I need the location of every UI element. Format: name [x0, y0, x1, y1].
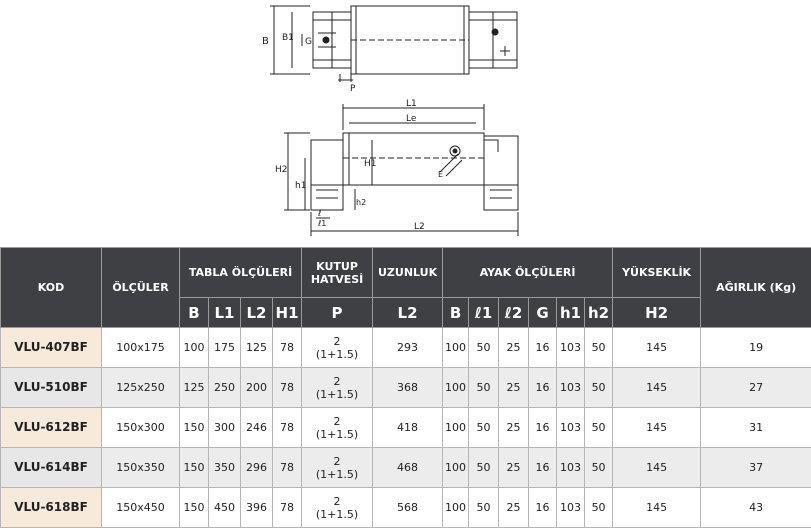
cell-L2a: 246 [241, 408, 273, 448]
cell-B: 150 [180, 488, 209, 528]
dim-label-B1: B1 [282, 33, 294, 43]
cell-h2: 50 [585, 448, 613, 488]
cell-P-ratio: (1+1.5) [302, 348, 372, 361]
cell-L2a: 396 [241, 488, 273, 528]
cell-H2: 145 [613, 448, 701, 488]
cell-l1: 50 [469, 488, 499, 528]
table-row [1, 448, 811, 488]
cell-H2: 145 [613, 328, 701, 368]
cell-l1: 50 [469, 368, 499, 408]
subheader-l2: ℓ2 [499, 298, 529, 328]
subheader-L1: L1 [209, 298, 241, 328]
cell-l2: 25 [499, 328, 529, 368]
cell-h1: 103 [557, 368, 585, 408]
dim-label-G: G [305, 37, 312, 47]
cell-H1: 78 [273, 488, 302, 528]
cell-h1: 103 [557, 328, 585, 368]
cell-H2: 145 [613, 368, 701, 408]
table-row [1, 408, 811, 448]
cell-l2: 25 [499, 408, 529, 448]
cell-L1: 350 [209, 448, 241, 488]
header-kod: KOD [1, 248, 102, 328]
cell-B: 150 [180, 408, 209, 448]
dim-label-L2: L2 [414, 222, 425, 232]
technical-drawing [0, 0, 811, 247]
subheader-h1: h1 [557, 298, 585, 328]
cell-l1: 50 [469, 448, 499, 488]
cell-P-value: 2 [302, 415, 372, 428]
cell-h2: 50 [585, 328, 613, 368]
cell-aB: 100 [443, 368, 469, 408]
cell-P [302, 448, 373, 488]
cell-L2: 568 [373, 488, 443, 528]
subheader-ayak-B: B [443, 298, 469, 328]
cell-h2: 50 [585, 488, 613, 528]
dim-label-h1: h1 [295, 181, 306, 191]
cell-L2: 368 [373, 368, 443, 408]
cell-P-ratio: (1+1.5) [302, 468, 372, 481]
top-view [262, 6, 517, 94]
subheader-h2: h2 [585, 298, 613, 328]
cell-kod: VLU-407BF [1, 328, 102, 368]
cell-aB: 100 [443, 328, 469, 368]
cell-olculer: 150x350 [102, 448, 180, 488]
cell-H1: 78 [273, 408, 302, 448]
cell-P [302, 368, 373, 408]
dim-label-B: B [262, 36, 269, 47]
header-olculer: ÖLÇÜLER [102, 248, 180, 328]
cell-L2: 418 [373, 408, 443, 448]
side-view [275, 99, 518, 236]
cell-B: 100 [180, 328, 209, 368]
cell-G: 16 [529, 408, 557, 448]
cell-H2: 145 [613, 488, 701, 528]
cell-L2a: 296 [241, 448, 273, 488]
cell-kg: 37 [701, 448, 811, 488]
header-uzunluk: UZUNLUK [373, 248, 443, 298]
cell-l2: 25 [499, 488, 529, 528]
dim-label-h2: h2 [356, 198, 366, 207]
cell-P-value: 2 [302, 375, 372, 388]
cell-H2: 145 [613, 408, 701, 448]
header-yukseklik: YÜKSEKLİK [613, 248, 701, 298]
cell-G: 16 [529, 368, 557, 408]
cell-h2: 50 [585, 408, 613, 448]
subheader-P: P [302, 298, 373, 328]
header-tabla-olculeri: TABLA ÖLÇÜLERİ [180, 248, 302, 298]
subheader-l1: ℓ1 [469, 298, 499, 328]
cell-kg: 43 [701, 488, 811, 528]
cell-G: 16 [529, 488, 557, 528]
cell-L2: 293 [373, 328, 443, 368]
table-row [1, 328, 811, 368]
cell-P-ratio: (1+1.5) [302, 508, 372, 521]
cell-P [302, 328, 373, 368]
cell-P [302, 408, 373, 448]
cell-L1: 300 [209, 408, 241, 448]
cell-olculer: 125x250 [102, 368, 180, 408]
subheader-G: G [529, 298, 557, 328]
cell-H1: 78 [273, 328, 302, 368]
header-kutup-hatvesi: KUTUP HATVESİ [302, 248, 373, 298]
subheader-B: B [180, 298, 209, 328]
cell-L2a: 200 [241, 368, 273, 408]
dim-label-P: P [350, 84, 356, 94]
header-agirlik: AĞIRLIK (Kg) [701, 248, 811, 328]
cell-aB: 100 [443, 488, 469, 528]
subheader-H2: H2 [613, 298, 701, 328]
cell-H1: 78 [273, 448, 302, 488]
specifications-table [0, 247, 811, 528]
cell-L2: 468 [373, 448, 443, 488]
cell-H1: 78 [273, 368, 302, 408]
cell-l1: 50 [469, 408, 499, 448]
cell-L1: 250 [209, 368, 241, 408]
cell-L2a: 125 [241, 328, 273, 368]
cell-P [302, 488, 373, 528]
cell-P-value: 2 [302, 495, 372, 508]
cell-olculer: 150x450 [102, 488, 180, 528]
cell-L1: 175 [209, 328, 241, 368]
cell-kg: 27 [701, 368, 811, 408]
cell-olculer: 100x175 [102, 328, 180, 368]
dim-label-E: E [438, 170, 443, 179]
cell-aB: 100 [443, 448, 469, 488]
cell-L1: 450 [209, 488, 241, 528]
header-ayak-olculeri: AYAK ÖLÇÜLERİ [443, 248, 613, 298]
table-row [1, 368, 811, 408]
dim-label-l1: ℓ1 [317, 219, 326, 228]
table-row [1, 488, 811, 528]
subheader-L2-tabla: L2 [241, 298, 273, 328]
cell-kg: 31 [701, 408, 811, 448]
cell-B: 125 [180, 368, 209, 408]
cell-h1: 103 [557, 488, 585, 528]
cell-h1: 103 [557, 448, 585, 488]
cell-P-value: 2 [302, 455, 372, 468]
cell-l2: 25 [499, 448, 529, 488]
cell-l2: 25 [499, 368, 529, 408]
cell-P-ratio: (1+1.5) [302, 388, 372, 401]
cell-kod: VLU-618BF [1, 488, 102, 528]
dim-label-H1: H1 [364, 159, 377, 169]
subheader-H1: H1 [273, 298, 302, 328]
cell-kg: 19 [701, 328, 811, 368]
cell-olculer: 150x300 [102, 408, 180, 448]
dim-label-L1: L1 [406, 99, 417, 109]
cell-kod: VLU-612BF [1, 408, 102, 448]
cell-G: 16 [529, 328, 557, 368]
dim-label-H2: H2 [275, 165, 288, 175]
cell-kod: VLU-510BF [1, 368, 102, 408]
dim-label-l: ℓ [317, 209, 321, 218]
cell-P-value: 2 [302, 335, 372, 348]
cell-l1: 50 [469, 328, 499, 368]
cell-P-ratio: (1+1.5) [302, 428, 372, 441]
cell-kod: VLU-614BF [1, 448, 102, 488]
dim-label-Le: Le [406, 114, 417, 124]
cell-h2: 50 [585, 368, 613, 408]
cell-aB: 100 [443, 408, 469, 448]
cell-B: 150 [180, 448, 209, 488]
cell-G: 16 [529, 448, 557, 488]
subheader-L2: L2 [373, 298, 443, 328]
cell-h1: 103 [557, 408, 585, 448]
